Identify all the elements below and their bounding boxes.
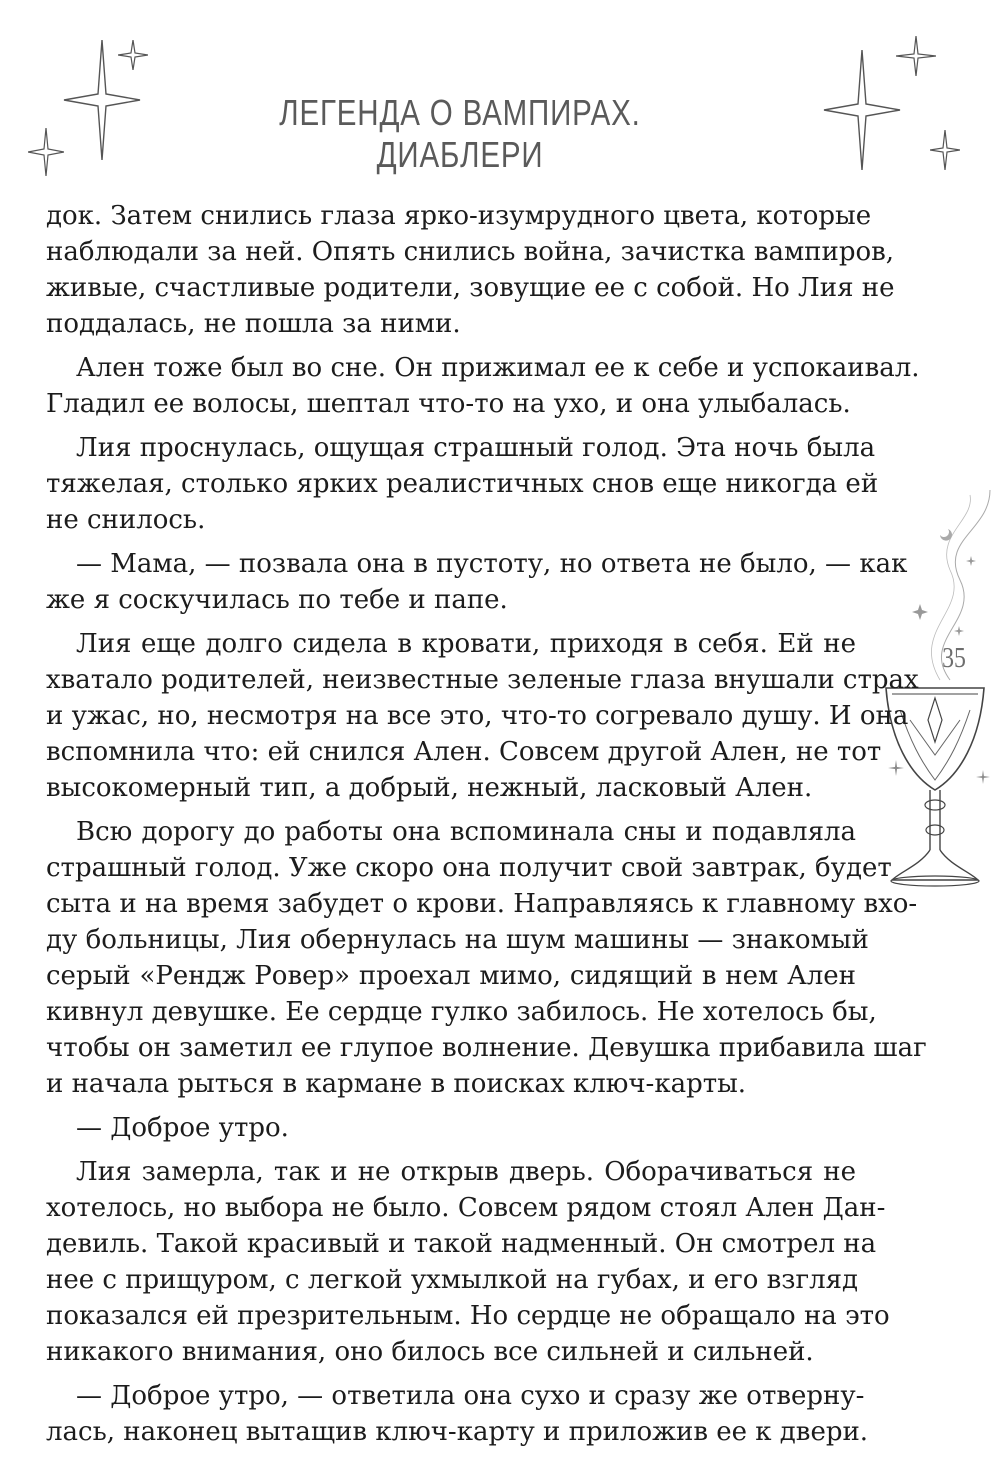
text-line: Лия замерла, так и не открыв дверь. Оборачиваться не xyxy=(76,1157,856,1187)
text-line: чтобы он заметил ее глупое волнение. Девушка прибавила шаг xyxy=(46,1033,927,1063)
text-line: же я соскучилась по тебе и папе. xyxy=(46,585,508,615)
paragraph-gap xyxy=(46,1370,856,1378)
sparkle-icon xyxy=(822,50,902,170)
paragraph xyxy=(46,1378,869,1450)
text-line: Лия проснулась, ощущая страшный голод. Эта ночь была xyxy=(76,433,876,463)
text-line: серый «Рендж Ровер» проехал мимо, сидящий в нем Ален xyxy=(46,961,856,991)
text-line: поддалась, не пошла за ними. xyxy=(46,309,461,339)
paragraph xyxy=(46,546,908,618)
text-line: живые, счастливые родители, зовущие ее с собой. Но Лия не xyxy=(46,273,895,303)
text-line: сыта и на время забудет о крови. Направляясь к главному вхо- xyxy=(46,889,918,919)
text-line: показался ей презрительным. Но сердце не обращало на это xyxy=(46,1301,890,1331)
text-line: страшный голод. Уже скоро она получит свой завтрак, будет xyxy=(46,853,892,883)
paragraph-gap xyxy=(46,538,856,546)
text-line: кивнул девушке. Ее сердце гулко забилось. Не хотелось бы, xyxy=(46,997,877,1027)
paragraph-gap xyxy=(46,806,856,814)
paragraph xyxy=(46,198,895,342)
text-line: никакого внимания, оно билось все сильней и сильней. xyxy=(46,1337,814,1367)
sparkle-icon xyxy=(888,760,904,776)
text-line: Лия еще долго сидела в кровати, приходя в себя. Ей не xyxy=(76,629,856,659)
paragraph-gap xyxy=(46,342,856,350)
text-line: наблюдали за ней. Опять снились война, зачистка вампиров, xyxy=(46,237,895,267)
paragraph xyxy=(46,430,879,538)
text-line: ду больницы, Лия обернулась на шум машины — знакомый xyxy=(46,925,869,955)
text-line: лась, наконец вытащив ключ-карту и приложив ее к двери. xyxy=(46,1417,869,1447)
text-line: высокомерный тип, а добрый, нежный, ласковый Ален. xyxy=(46,773,813,803)
paragraph-gap xyxy=(46,1102,856,1110)
text-line: Ален тоже был во сне. Он прижимал ее к себе и успокаивал. xyxy=(76,353,920,383)
sparkle-icon xyxy=(930,130,960,170)
text-line: док. Затем снились глаза ярко-изумрудного цвета, которые xyxy=(46,201,872,231)
sparkle-icon xyxy=(976,770,990,784)
running-header: ЛЕГЕНДА О ВАМПИРАХ. ДИАБЛЕРИ xyxy=(279,92,641,175)
text-line: — Доброе утро, — ответила она сухо и сразу же отверну- xyxy=(76,1381,865,1411)
text-line: — Доброе утро. xyxy=(76,1113,289,1143)
paragraph xyxy=(46,1110,856,1146)
sparkle-icon xyxy=(118,40,148,70)
sparkle-icon xyxy=(28,128,64,176)
text-line: хватало родителей, неизвестные зеленые глаза внушали страх xyxy=(46,665,919,695)
page-number: 35 xyxy=(942,643,966,674)
text-line: девиль. Такой красивый и такой надменный. Он смотрел на xyxy=(46,1229,877,1259)
text-line: и начала рыться в кармане в поисках ключ-карты. xyxy=(46,1069,747,1099)
body-text xyxy=(46,198,927,1450)
text-line: Гладил ее волосы, шептал что-то на ухо, и она улыбалась. xyxy=(46,389,851,419)
text-line: хотелось, но выбора не было. Совсем рядом стоял Ален Дан- xyxy=(46,1193,886,1223)
paragraph xyxy=(46,1154,890,1370)
text-line: вспомнила что: ей снился Ален. Совсем другой Ален, не тот xyxy=(46,737,882,767)
sparkle-icon xyxy=(896,36,936,76)
paragraph-gap xyxy=(46,1146,856,1154)
paragraph xyxy=(46,814,927,1102)
paragraph-gap xyxy=(46,422,856,430)
text-line: Всю дорогу до работы она вспоминала сны и подавляла xyxy=(76,817,856,847)
text-line: и ужас, но, несмотря на все это, что-то согревало душу. И она xyxy=(46,701,909,731)
swirl-decoration xyxy=(880,490,1000,690)
paragraph xyxy=(46,626,919,806)
paragraph xyxy=(46,350,920,422)
paragraph-gap xyxy=(46,618,856,626)
text-line: нее с прищуром, с легкой ухмылкой на губах, и его взгляд xyxy=(46,1265,859,1295)
text-line: тяжелая, столько ярких реалистичных снов еще никогда ей xyxy=(46,469,879,499)
text-line: не снилось. xyxy=(46,505,206,535)
text-line: — Мама, — позвала она в пустоту, но ответа не было, — как xyxy=(76,549,908,579)
